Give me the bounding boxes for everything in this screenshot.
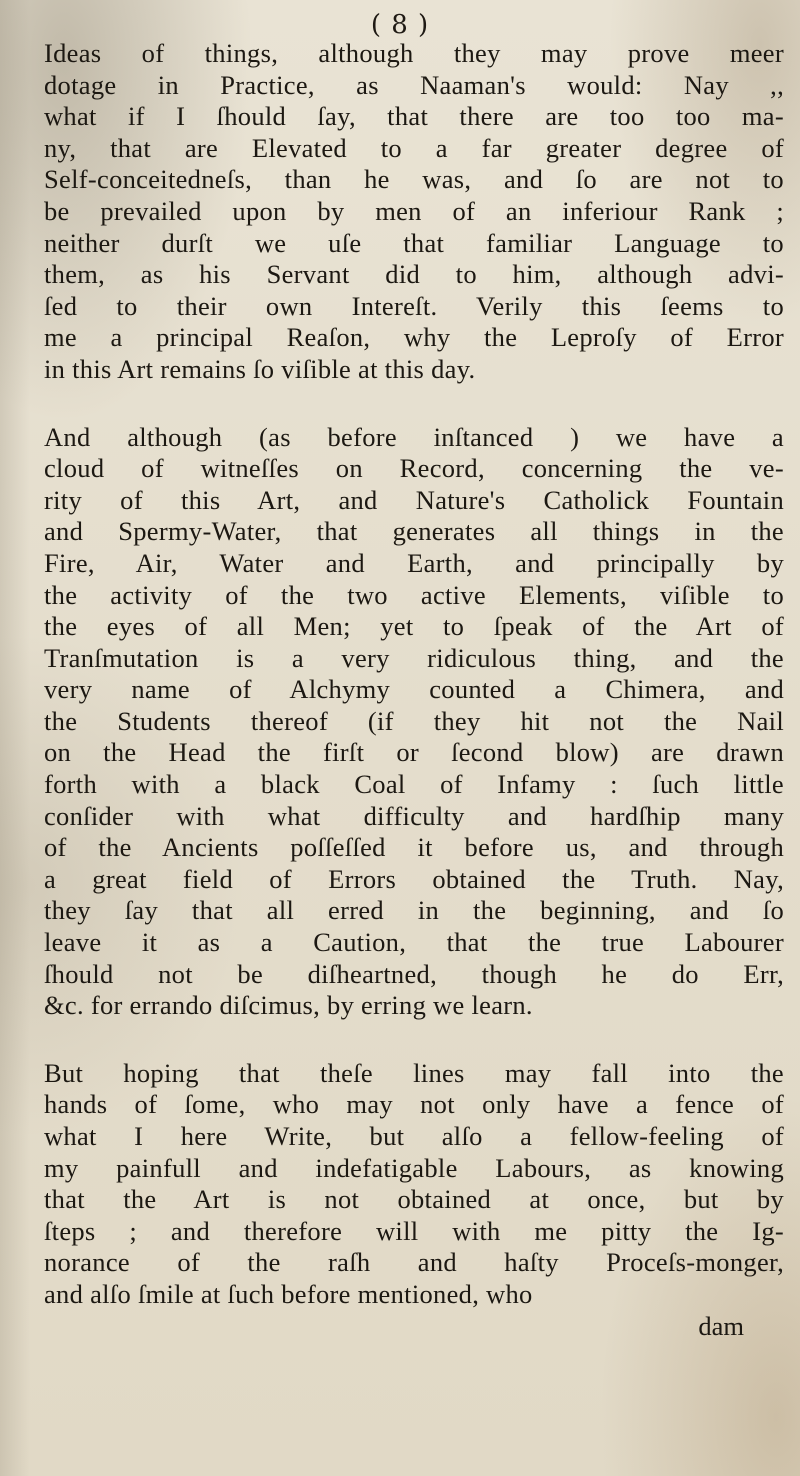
- text-line: what if I ſhould ſay, that there are too too ma-: [44, 101, 784, 132]
- text-line: of the Ancients poſſeſſed it before us, and through: [44, 832, 784, 863]
- text-line: they ſay that all erred in the beginning, and ſo: [44, 895, 784, 926]
- text-line: But hoping that theſe lines may fall into the: [44, 1057, 784, 1088]
- text-line: a great field of Errors obtained the Truth. Nay,: [44, 863, 784, 894]
- text-line: me a principal Reaſon, why the Leproſy of Error: [44, 322, 784, 353]
- text-line: on the Head the firſt or ſecond blow) are drawn: [44, 737, 784, 768]
- text-line: forth with a black Coal of Infamy : ſuch little: [44, 769, 784, 800]
- text-line: the Students thereof (if they hit not the Nail: [44, 705, 784, 736]
- text-line: ſhould not be diſheartned, though he do Err,: [44, 958, 784, 989]
- text-line: norance of the raſh and haſty Proceſs-monger,: [44, 1247, 784, 1278]
- text-line: rity of this Art, and Nature's Catholick Fountain: [44, 484, 784, 515]
- text-line: &c. for errando diſcimus, by erring we learn.: [44, 990, 533, 1021]
- text-line: conſider with what difficulty and hardſhip many: [44, 800, 784, 831]
- catchword: dam: [698, 1310, 744, 1341]
- body-text: [44, 38, 784, 1342]
- text-line: Ideas of things, although they may prove meer: [44, 38, 784, 68]
- text-line: the activity of the two active Elements, viſible to: [44, 579, 784, 610]
- paragraph-2: [44, 422, 784, 1022]
- page-edge-shadow: [0, 0, 30, 1476]
- paragraph-1: [44, 38, 784, 386]
- text-line: cloud of witneſſes on Record, concerning the ve-: [44, 453, 784, 484]
- text-line: Tranſmutation is a very ridiculous thing, and the: [44, 642, 784, 673]
- text-line: Self-conceitedneſs, than he was, and ſo are not to: [44, 164, 784, 195]
- text-line: ſteps ; and therefore will with me pitty the Ig-: [44, 1215, 784, 1246]
- text-line: that the Art is not obtained at once, but by: [44, 1184, 784, 1215]
- text-line: the eyes of all Men; yet to ſpeak of the Art of: [44, 611, 784, 642]
- text-line: in this Art remains ſo viſible at this day.: [44, 353, 476, 384]
- text-line: hands of ſome, who may not only have a fence of: [44, 1089, 784, 1120]
- text-line: them, as his Servant did to him, although advi-: [44, 259, 784, 290]
- text-line: and alſo ſmile at ſuch before mentioned, who: [44, 1278, 533, 1309]
- text-line: my painfull and indefatigable Labours, as knowing: [44, 1152, 784, 1183]
- text-line: dotage in Practice, as Naaman's would: Nay ,,: [44, 69, 784, 100]
- text-line: ſed to their own Intereſt. Verily this ſeems to: [44, 290, 784, 321]
- text-line: And although (as before inſtanced ) we have a: [44, 421, 784, 452]
- text-line: Fire, Air, Water and Earth, and principally by: [44, 547, 784, 578]
- paragraph-3: [44, 1058, 784, 1311]
- text-line: neither durſt we uſe that familiar Language to: [44, 227, 784, 258]
- text-line: be prevailed upon by men of an inferiour Rank ;: [44, 195, 784, 226]
- text-line: ny, that are Elevated to a far greater degree of: [44, 132, 784, 163]
- page-number: ( 8 ): [370, 10, 430, 40]
- text-line: leave it as a Caution, that the true Labourer: [44, 927, 784, 958]
- text-line: very name of Alchymy counted a Chimera, and: [44, 674, 784, 705]
- text-line: and Spermy-Water, that generates all things in the: [44, 516, 784, 547]
- text-line: what I here Write, but alſo a fellow-feeling of: [44, 1121, 784, 1151]
